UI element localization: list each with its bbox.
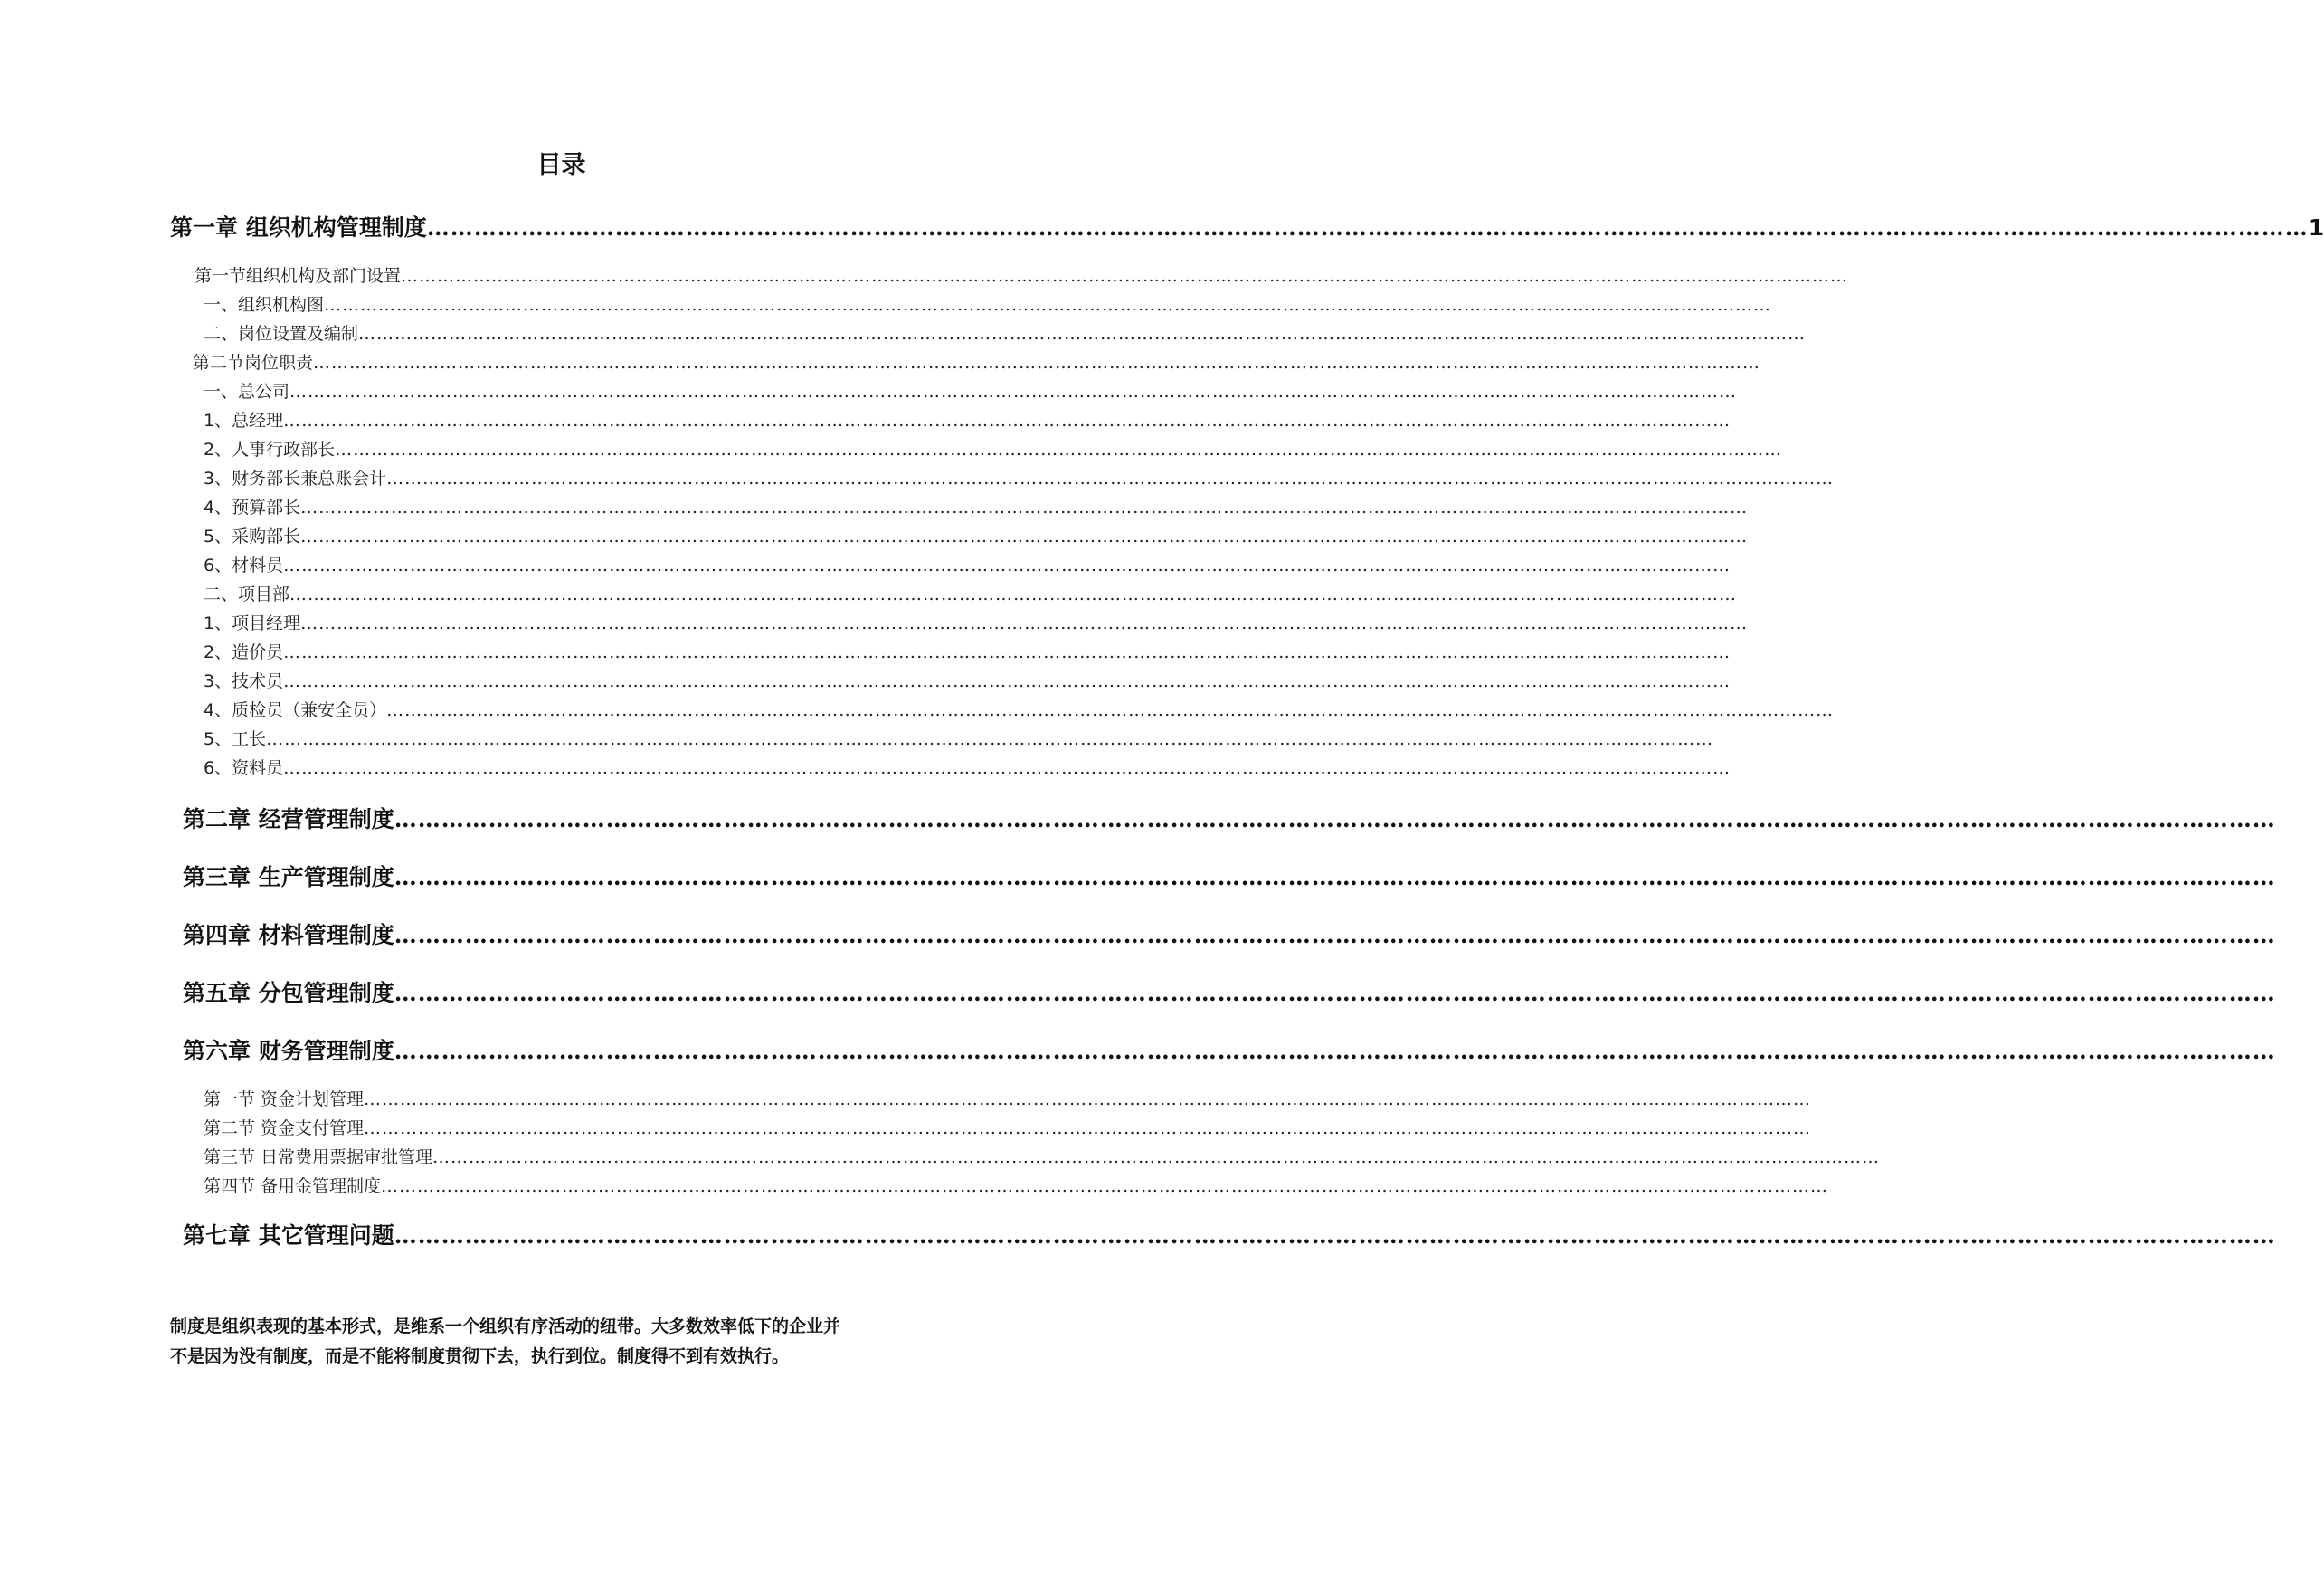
toc-section-entry[interactable] [194, 262, 1849, 287]
toc-section-entry[interactable] [204, 552, 1731, 576]
toc-leader-dots: …………………………………………………………………………………………………………………………………………………………………………………………………………………… [266, 729, 1714, 749]
toc-chapter-entry[interactable] [183, 860, 2276, 892]
toc-entry-label: 第三章 生产管理制度 [183, 864, 394, 890]
toc-section-entry[interactable] [204, 407, 1731, 432]
toc-entry-label: 第一节 资金计划管理 [204, 1089, 365, 1109]
toc-section-entry[interactable] [204, 465, 1835, 489]
toc-leader-dots: …………………………………………………………………………………………………………………………………………………………………………………………………………………… [394, 1038, 2276, 1064]
toc-leader-dots: …………………………………………………………………………………………………………………………………………………………………………………………………………………… [394, 922, 2276, 948]
toc-entry-label: 4、质检员（兼安全员） [204, 700, 387, 720]
toc-entry-label: 第一章 组织机构管理制度 [170, 214, 427, 241]
toc-chapter-entry[interactable] [183, 802, 2276, 834]
toc-chapter-entry[interactable] [183, 1218, 2276, 1250]
toc-leader-dots: …………………………………………………………………………………………………………………………………………………………………………………………………………………… [283, 671, 1731, 691]
toc-section-entry[interactable] [204, 291, 1772, 316]
toc-leader-dots: …………………………………………………………………………………………………………………………………………………………………………………………………………………… [300, 613, 1749, 633]
toc-entry-label: 1、总经理 [204, 411, 284, 431]
toc-chapter-entry[interactable] [183, 975, 2276, 1008]
toc-leader-dots: …………………………………………………………………………………………………………………………………………………………………………………………………………………… [300, 498, 1749, 518]
toc-entry-label: 第四章 材料管理制度 [183, 922, 394, 948]
toc-entry-label: 第二节 资金支付管理 [204, 1118, 365, 1138]
toc-leader-dots: …………………………………………………………………………………………………………………………………………………………………………………………………………………… [313, 353, 1761, 373]
toc-leader-dots: …………………………………………………………………………………………………………………………………………………………………………………………………………………… [394, 1222, 2276, 1249]
toc-entry-label: 二、岗位设置及编制 [204, 324, 359, 344]
toc-section-entry[interactable] [204, 320, 1807, 345]
toc-leader-dots: …………………………………………………………………………………………………………………………………………………………………………………………………………………… [324, 295, 1772, 315]
toc-chapter-entry[interactable] [170, 210, 2324, 242]
toc-leader-dots: …………………………………………………………………………………………………………………………………………………………………………………………………………………… [283, 642, 1731, 662]
toc-chapter-entry[interactable] [183, 1033, 2276, 1066]
toc-entry-label: 3、技术员 [204, 671, 284, 691]
toc-section-entry[interactable] [204, 755, 1731, 779]
toc-leader-dots: …………………………………………………………………………………………………………………………………………………………………………………………………………………… [289, 584, 1738, 604]
toc-leader-dots: …………………………………………………………………………………………………………………………………………………………………………………………………………………… [401, 266, 1849, 286]
toc-section-entry[interactable] [204, 436, 1783, 461]
toc-entry-label: 第二章 经营管理制度 [183, 806, 394, 832]
toc-entry-label: 第七章 其它管理问题 [183, 1222, 394, 1249]
toc-section-entry[interactable] [193, 349, 1761, 374]
intro-paragraph [170, 1312, 966, 1372]
toc-entry-label: 2、造价员 [204, 642, 284, 662]
toc-chapter-entry[interactable] [183, 917, 2276, 950]
toc-entry-label: 3、财务部长兼总账会计 [204, 469, 387, 489]
toc-section-entry[interactable] [204, 639, 1731, 663]
toc-entry-label: 第一节组织机构及部门设置 [194, 266, 402, 286]
toc-section-entry[interactable] [204, 668, 1731, 692]
toc-entry-label: 一、总公司 [204, 382, 290, 402]
toc-entry-label: 5、采购部长 [204, 527, 301, 546]
toc-entry-label: 1、项目经理 [204, 613, 301, 633]
toc-section-entry[interactable] [204, 1115, 1812, 1139]
toc-entry-label: 一、组织机构图 [204, 295, 325, 315]
toc-section-entry[interactable] [204, 697, 1835, 721]
toc-section-entry[interactable] [204, 1144, 1881, 1168]
toc-leader-dots: …………………………………………………………………………………………………………………………………………………………………………………………………………………… [364, 1118, 1812, 1138]
toc-leader-dots: …………………………………………………………………………………………………………………………………………………………………………………………………………………… [394, 864, 2276, 890]
toc-leader-dots: …………………………………………………………………………………………………………………………………………………………………………………………………………………… [289, 382, 1738, 402]
toc-leader-dots: …………………………………………………………………………………………………………………………………………………………………………………………………………………… [364, 1089, 1812, 1109]
toc-entry-label: 第五章 分包管理制度 [183, 980, 394, 1006]
toc-page-number: 1 [2308, 214, 2324, 241]
toc-entry-label: 第四节 备用金管理制度 [204, 1176, 382, 1196]
toc-section-entry[interactable] [204, 610, 1749, 634]
page-title: 目录 [536, 151, 586, 179]
toc-leader-dots: …………………………………………………………………………………………………………………………………………………………………………………………………………………… [300, 527, 1749, 546]
toc-leader-dots: …………………………………………………………………………………………………………………………………………………………………………………………………………………… [432, 1147, 1881, 1167]
toc-leader-dots: …………………………………………………………………………………………………………………………………………………………………………………………………………………… [283, 758, 1731, 778]
toc-leader-dots: …………………………………………………………………………………………………………………………………………………………………………………………………………………… [394, 980, 2276, 1006]
toc-entry-label: 2、人事行政部长 [204, 440, 336, 460]
toc-leader-dots: …………………………………………………………………………………………………………………………………………………………………………………………………………………… [386, 700, 1835, 720]
toc-leader-dots: …………………………………………………………………………………………………………………………………………………………………………………………………………………… [335, 440, 1783, 460]
toc-entry-label: 二、项目部 [204, 584, 290, 604]
toc-section-entry[interactable] [204, 581, 1738, 605]
toc-leader-dots: …………………………………………………………………………………………………………………………………………………………………………………………………………………… [358, 324, 1807, 344]
toc-entry-label: 4、预算部长 [204, 498, 301, 518]
paragraph-line-1: 制度是组织表现的基本形式，是维系一个组织有序活动的纽带。大多数效率低下的企业并 [170, 1316, 841, 1336]
toc-leader-dots: …………………………………………………………………………………………………………………………………………………………………………………………………………………… [283, 411, 1731, 431]
toc-section-entry[interactable] [204, 378, 1738, 403]
toc-section-entry[interactable] [204, 523, 1749, 547]
toc-leader-dots: …………………………………………………………………………………………………………………………………………………………………………………………………………………… [283, 556, 1731, 575]
toc-entry-label: 第六章 财务管理制度 [183, 1038, 394, 1064]
toc-leader-dots: …………………………………………………………………………………………………………………………………………………………………………………………………………………… [381, 1176, 1829, 1196]
toc-entry-label: 5、工长 [204, 729, 267, 749]
toc-leader-dots: …………………………………………………………………………………………………………………………………………………………………………………………………………………… [394, 806, 2276, 832]
toc-entry-label: 第二节岗位职责 [193, 353, 314, 373]
toc-section-entry[interactable] [204, 1173, 1829, 1197]
toc-entry-label: 6、材料员 [204, 556, 284, 575]
paragraph-line-2: 不是因为没有制度，而是不能将制度贯彻下去，执行到位。制度得不到有效执行。 [170, 1346, 790, 1366]
toc-leader-dots: …………………………………………………………………………………………………………………………………………………………………………………………………………………… [426, 214, 2309, 241]
toc-section-entry[interactable] [204, 494, 1749, 518]
toc-section-entry[interactable] [204, 726, 1714, 750]
toc-entry-label: 第三节 日常费用票据审批管理 [204, 1147, 433, 1167]
toc-entry-label: 6、资料员 [204, 758, 284, 778]
toc-leader-dots: …………………………………………………………………………………………………………………………………………………………………………………………………………………… [386, 469, 1835, 489]
toc-section-entry[interactable] [204, 1086, 1812, 1110]
